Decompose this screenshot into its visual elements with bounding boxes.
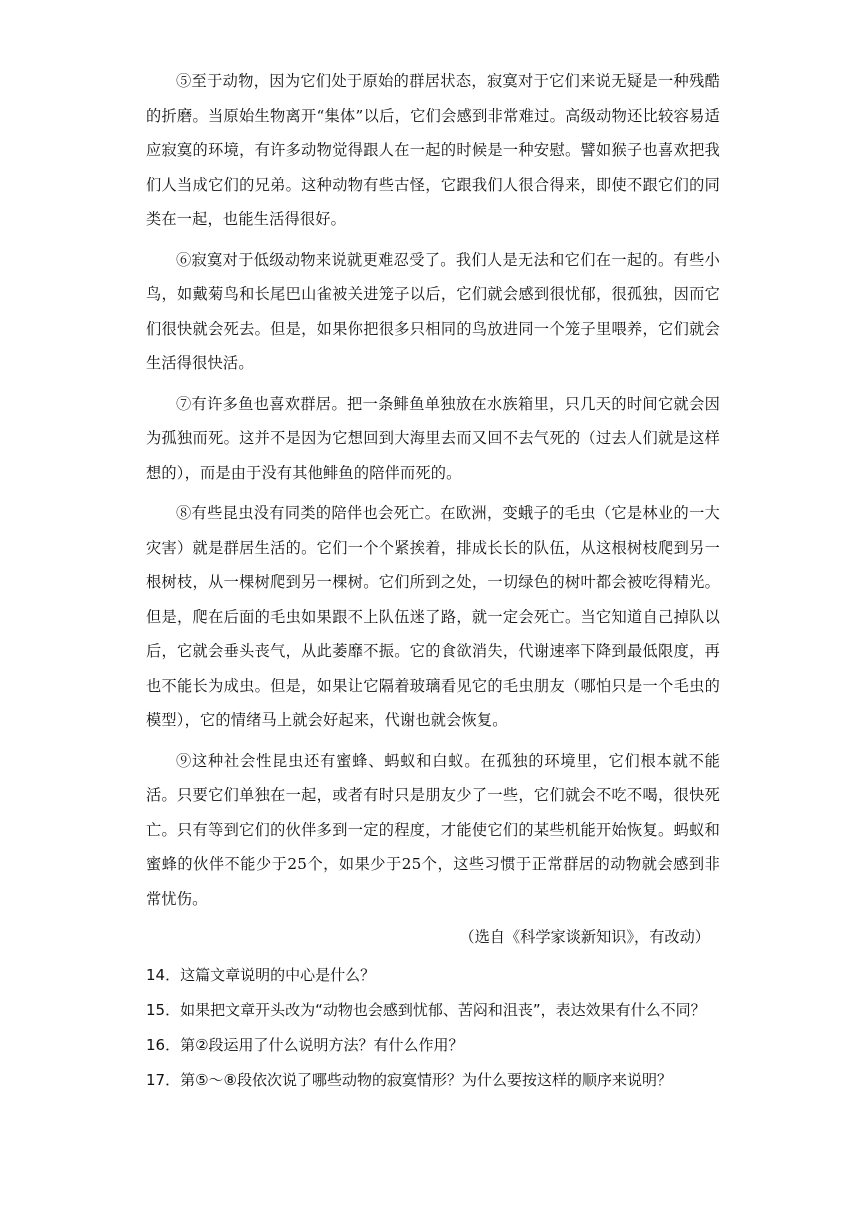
passage — [146, 64, 720, 952]
paragraph-6: ⑥寂寞对于低级动物来说就更难忍受了。我们人是无法和它们在一起的。有些小鸟，如戴菊鸟和长尾巴山雀被关进笼子以后，它们就会感到很忧郁，很孤独，因而它们很快就会死去。但是，如果你把很多只相同的鸟放进同一个笼子里喂养，它们就会生活得很快活。 — [146, 250, 720, 372]
question-14: 14．这篇文章说明的中心是什么？ — [146, 966, 376, 984]
question-17: 17．第⑤～⑧段依次说了哪些动物的寂寞情形？为什么要按这样的顺序来说明？ — [146, 1071, 672, 1089]
paragraph-8: ⑧有些昆虫没有同类的陪伴也会死亡。在欧洲，变蛾子的毛虫（它是林业的一大灾害）就是群居生活的。它们一个个紧挨着，排成长长的队伍，从这根树枝爬到另一根树枝，从一棵树爬到另一棵树。它们所到之处，一切绿色的树叶都会被吃得精光。但是，爬在后面的毛虫如果跟不上队伍迷了路，就一定会死亡。当它知道自己掉队以后，它就会垂头丧气，从此萎靡不振。它的食欲消失，代谢速率下降到最低限度，再也不能长为成虫。但是，如果让它隔着玻璃看见它的毛虫朋友（哪怕只是一个毛虫的模型），它的情绪马上就会好起来，代谢也就会恢复。 — [146, 504, 720, 729]
paragraph-5: ⑤至于动物，因为它们处于原始的群居状态，寂寞对于它们来说无疑是一种残酷的折磨。当原始生物离开“集体”以后，它们会感到非常难过。高级动物还比较容易适应寂寞的环境，有许多动物觉得跟人在一起的时候是一种安慰。譬如猴子也喜欢把我们人当成它们的兄弟。这种动物有些古怪，它跟我们人很合得来，即使不跟它们的同类在一起，也能生活得很好。 — [146, 72, 720, 228]
paragraph-7: ⑦有许多鱼也喜欢群居。把一条鲱鱼单独放在水族箱里，只几天的时间它就会因为孤独而死。这并不是因为它想回到大海里去而又回不去气死的（过去人们就是这样想的），而是由于没有其他鲱鱼的陪伴而死的。 — [146, 394, 720, 482]
question-list — [146, 958, 720, 1098]
question-15: 15．如果把文章开头改为“动物也会感到忧郁、苦闷和沮丧”，表达效果有什么不同？ — [146, 1001, 706, 1019]
question-16: 16．第②段运用了什么说明方法？有什么作用？ — [146, 1036, 464, 1054]
document-page — [146, 64, 720, 1098]
paragraph-9: ⑨这种社会性昆虫还有蜜蜂、蚂蚁和白蚁。在孤独的环境里，它们根本就不能活。只要它们单独在一起，或者有时只是朋友少了一些，它们就会不吃不喝，很快死亡。只有等到它们的伙伴多到一定的程度，才能使它们的某些机能开始恢复。蚂蚁和蜜蜂的伙伴不能少于25个，如果少于25个，这些习惯于正常群居的动物就会感到非常忧伤。 — [146, 751, 720, 908]
source-citation: （选自《科学家谈新知识》，有改动） — [459, 928, 710, 946]
